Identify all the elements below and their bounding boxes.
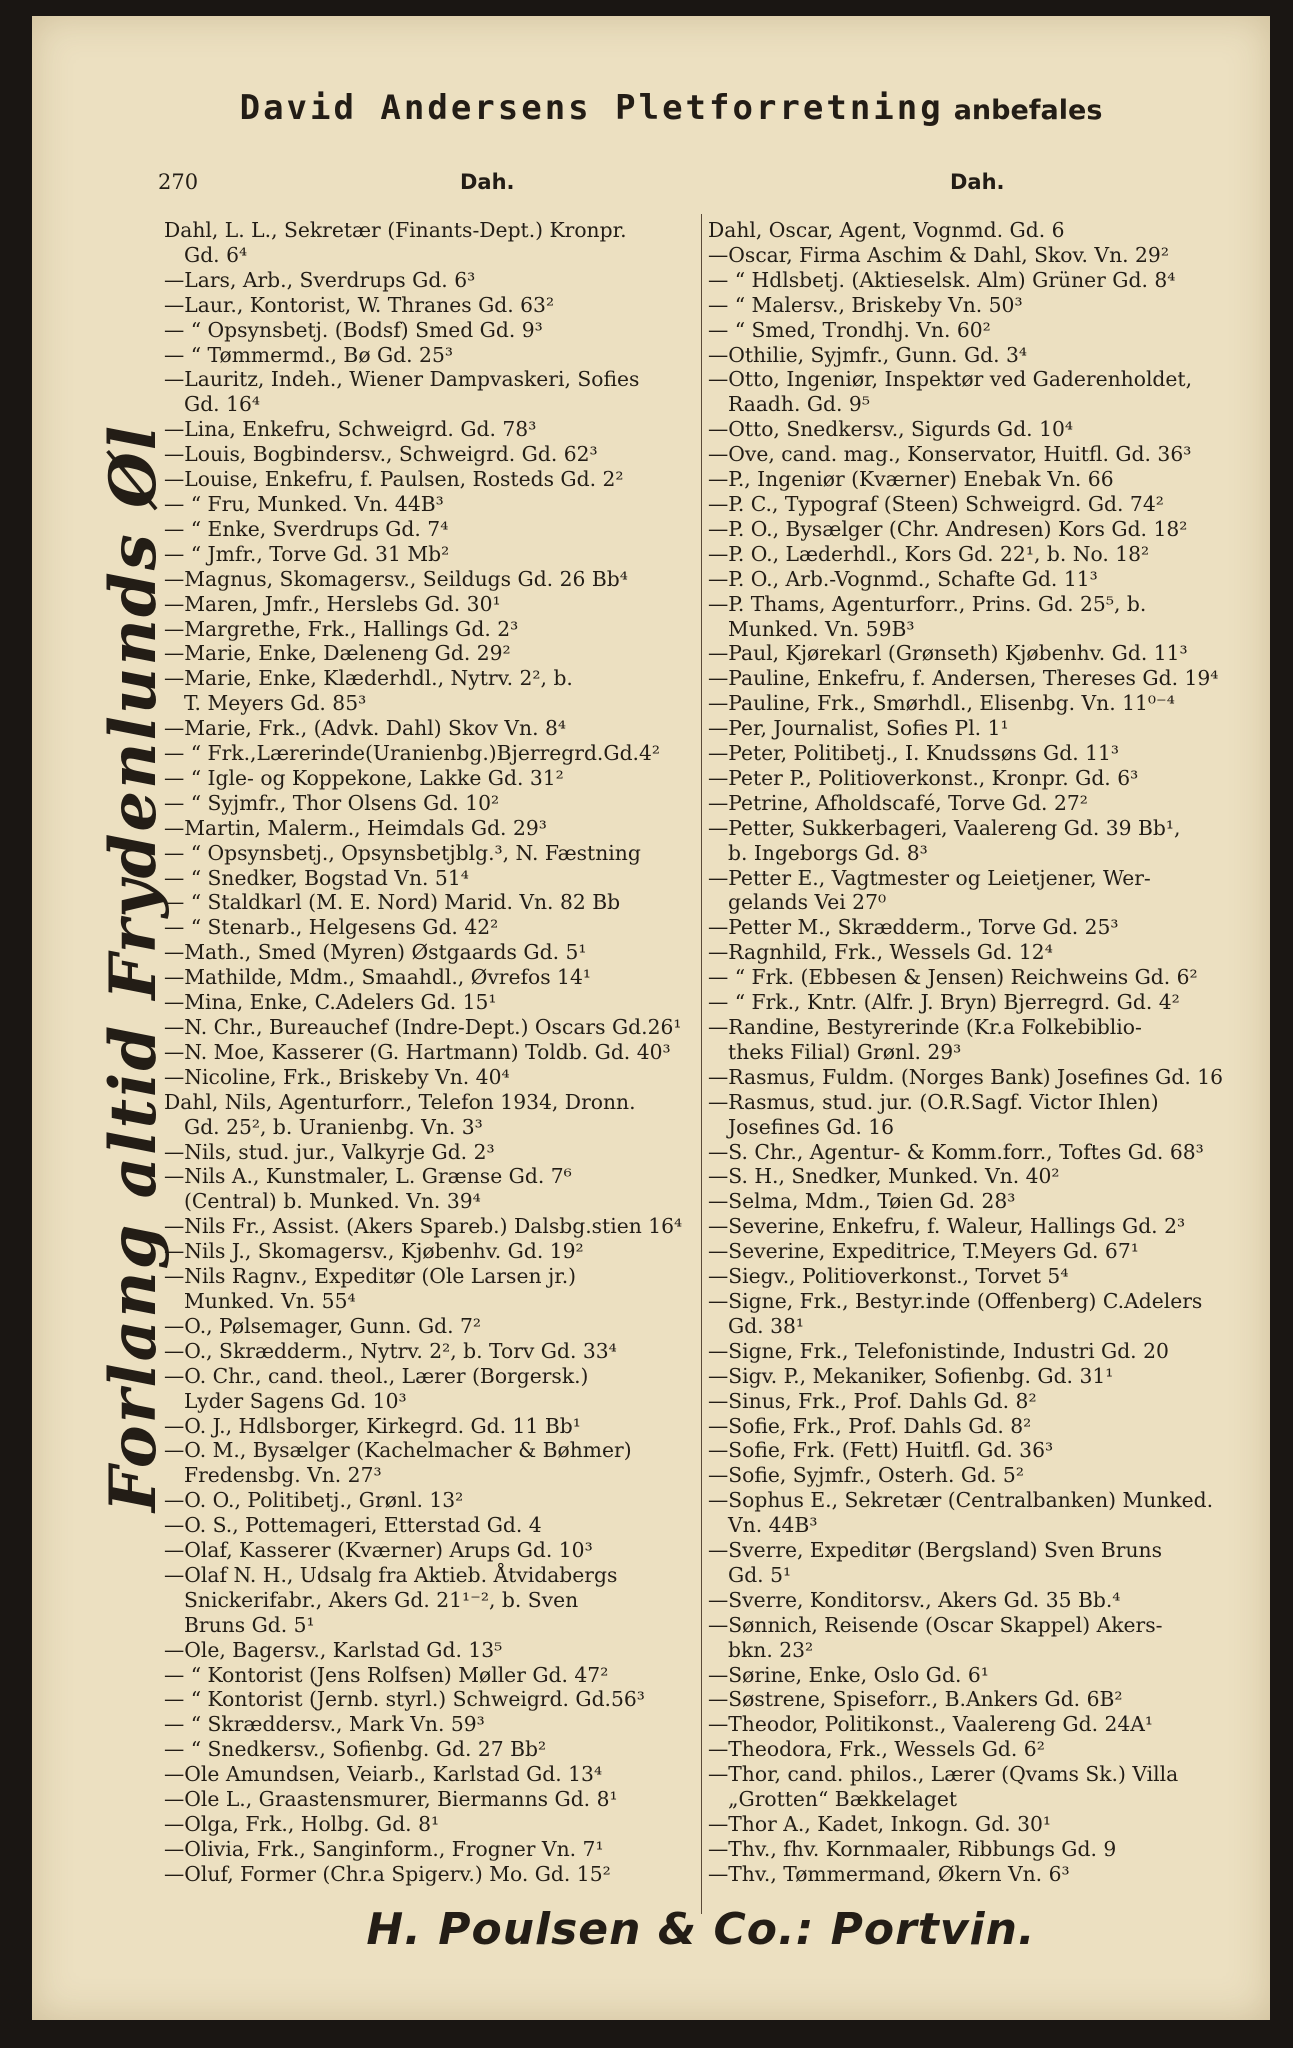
entry-line: —Rasmus, stud. jur. (O.R.Sagf. Victor Ihlen) bbox=[708, 1089, 1159, 1114]
directory-entry bbox=[164, 1214, 704, 1239]
directory-entry bbox=[164, 1563, 704, 1638]
directory-entry bbox=[164, 1364, 704, 1414]
entry-line: —O., Skrædderm., Nytrv. 2², b. Torv Gd. 33⁴ bbox=[164, 1338, 617, 1363]
directory-entry bbox=[708, 641, 1260, 666]
entry-line: —Sophus E., Sekretær (Centralbanken) Munked. bbox=[708, 1488, 1214, 1513]
entry-line: „Grotten“ Bækkelaget bbox=[728, 1787, 958, 1812]
directory-entry bbox=[164, 1339, 704, 1364]
entry-line: —Nicoline, Frk., Briskeby Vn. 40⁴ bbox=[164, 1064, 510, 1089]
entry-line: —Marie, Enke, Dæleneng Gd. 29² bbox=[164, 641, 511, 666]
entry-line: —Rasmus, Fuldm. (Norges Bank) Josefines Gd. 16 bbox=[708, 1064, 1224, 1089]
entry-line: —Ragnhild, Frk., Wessels Gd. 12⁴ bbox=[708, 940, 1053, 965]
entry-line: —Petrine, Afholdscafé, Torve Gd. 27² bbox=[708, 790, 1088, 815]
directory-entry bbox=[708, 1613, 1260, 1663]
directory-entry bbox=[164, 343, 704, 368]
directory-entry bbox=[164, 1264, 704, 1314]
directory-entry bbox=[164, 442, 704, 467]
directory-entry bbox=[164, 890, 704, 915]
entry-line: —Marie, Frk., (Advk. Dahl) Skov Vn. 8⁴ bbox=[164, 716, 566, 741]
entry-line: — “ Staldkarl (M. E. Nord) Marid. Vn. 82 Bb bbox=[164, 890, 621, 915]
directory-entry bbox=[164, 1513, 704, 1538]
entry-line: —O. O., Politibetj., Grønl. 13² bbox=[164, 1488, 464, 1513]
directory-entry bbox=[708, 268, 1260, 293]
directory-entry bbox=[708, 417, 1260, 442]
entry-line: — “ Igle- og Koppekone, Lakke Gd. 31² bbox=[164, 765, 564, 790]
entry-line: — “ Skræddersv., Mark Vn. 59³ bbox=[164, 1712, 485, 1737]
entry-line: —Siegv., Politioverkonst., Torvet 5⁴ bbox=[708, 1264, 1069, 1289]
directory-entry bbox=[708, 940, 1260, 965]
directory-entry bbox=[164, 1538, 704, 1563]
entry-line: —Ole, Bagersv., Karlstad Gd. 13⁵ bbox=[164, 1637, 503, 1662]
entry-line: Dahl, L. L., Sekretær (Finants-Dept.) Kronpr. bbox=[164, 218, 627, 242]
entry-line: —Theodor, Politikonst., Vaalereng Gd. 24A¹ bbox=[708, 1712, 1154, 1737]
directory-entry bbox=[164, 716, 704, 741]
entry-line: —Petter M., Skrædderm., Torve Gd. 25³ bbox=[708, 915, 1119, 940]
directory-entry bbox=[708, 1414, 1260, 1439]
entry-line: —Otto, Snedkersv., Sigurds Gd. 10⁴ bbox=[708, 417, 1074, 442]
entry-line: —Peter, Politibetj., I. Knudssøns Gd. 11³ bbox=[708, 741, 1120, 766]
directory-entry bbox=[708, 218, 1260, 243]
entry-line: —Nils, stud. jur., Valkyrje Gd. 2³ bbox=[164, 1139, 495, 1164]
entry-line: —O. M., Bysælger (Kachelmacher & Bøhmer) bbox=[164, 1438, 632, 1463]
directory-entry bbox=[708, 816, 1260, 866]
side-advertisement: Forlang altid Frydenlunds Øl bbox=[96, 423, 171, 1512]
directory-entry bbox=[708, 243, 1260, 268]
directory-entry bbox=[164, 293, 704, 318]
directory-entry bbox=[708, 567, 1260, 592]
entry-line: —Nils Ragnv., Expeditør (Ole Larsen jr.) bbox=[164, 1264, 577, 1289]
entry-line: Gd. 5¹ bbox=[728, 1562, 792, 1587]
left-column bbox=[164, 218, 704, 1887]
directory-entry bbox=[708, 1239, 1260, 1264]
entry-line: Dahl, Nils, Agenturforr., Telefon 1934, Dronn. bbox=[164, 1089, 636, 1114]
directory-entry bbox=[164, 1090, 704, 1140]
directory-entry bbox=[708, 1538, 1260, 1588]
directory-entry bbox=[164, 517, 704, 542]
directory-entry bbox=[164, 1414, 704, 1439]
directory-entry bbox=[164, 1164, 704, 1214]
directory-entry bbox=[164, 816, 704, 841]
entry-line: —Mathilde, Mdm., Smaahdl., Øvrefos 14¹ bbox=[164, 965, 591, 990]
entry-line: —Sinus, Frk., Prof. Dahls Gd. 8² bbox=[708, 1388, 1037, 1413]
directory-entry bbox=[164, 1239, 704, 1264]
entry-line: —Sigv. P., Mekaniker, Sofienbg. Gd. 31¹ bbox=[708, 1363, 1114, 1388]
entry-line: — “ Frk. (Ebbesen & Jensen) Reichweins Gd. 6² bbox=[708, 965, 1198, 990]
entry-line: —Sørine, Enke, Oslo Gd. 6¹ bbox=[708, 1662, 989, 1687]
entry-line: — “ Fru, Munked. Vn. 44B³ bbox=[164, 491, 444, 516]
directory-entry bbox=[708, 1189, 1260, 1214]
entry-line: —Laur., Kontorist, W. Thranes Gd. 63² bbox=[164, 292, 555, 317]
entry-line: Raadh. Gd. 9⁵ bbox=[728, 392, 870, 417]
directory-entry bbox=[164, 940, 704, 965]
entry-line: —Sofie, Frk., Prof. Dahls Gd. 8² bbox=[708, 1413, 1032, 1438]
entry-line: —Otto, Ingeniør, Inspektør ved Gaderenholdet, bbox=[708, 367, 1193, 392]
directory-entry bbox=[164, 617, 704, 642]
entry-line: —Severine, Expeditrice, T.Meyers Gd. 67¹ bbox=[708, 1239, 1139, 1264]
entry-line: —Nils Fr., Assist. (Akers Spareb.) Dalsbg.stien 16⁴ bbox=[164, 1214, 683, 1239]
directory-entry bbox=[164, 1663, 704, 1688]
directory-entry bbox=[164, 367, 704, 417]
banner-text: David Andersens Pletforretning bbox=[239, 88, 944, 128]
entry-line: —Oscar, Firma Aschim & Dahl, Skov. Vn. 29² bbox=[708, 242, 1169, 267]
entry-line: — “ Kontorist (Jernb. styrl.) Schweigrd. Gd.56³ bbox=[164, 1687, 645, 1712]
directory-entry bbox=[164, 1787, 704, 1812]
entry-line: —Pauline, Enkefru, f. Andersen, Thereses Gd. 19⁴ bbox=[708, 666, 1219, 691]
entry-line: —Sverre, Konditorsv., Akers Gd. 35 Bb.⁴ bbox=[708, 1587, 1121, 1612]
entry-line: Snickerifabr., Akers Gd. 21¹⁻², b. Sven bbox=[184, 1587, 579, 1612]
entry-line: —Maren, Jmfr., Herslebs Gd. 30¹ bbox=[164, 591, 501, 616]
directory-entry bbox=[164, 1862, 704, 1887]
entry-line: (Central) b. Munked. Vn. 39⁴ bbox=[184, 1189, 481, 1214]
entry-line: —P. Thams, Agenturforr., Prins. Gd. 25⁵, b. bbox=[708, 591, 1147, 616]
entry-line: Bruns Gd. 5¹ bbox=[184, 1612, 315, 1637]
entry-line: Lyder Sagens Gd. 10³ bbox=[184, 1388, 407, 1413]
directory-entry bbox=[708, 1364, 1260, 1389]
directory-entry bbox=[164, 1762, 704, 1787]
entry-line: —P. O., Bysælger (Chr. Andresen) Kors Gd. 18² bbox=[708, 516, 1188, 541]
directory-entry bbox=[164, 990, 704, 1015]
entry-line: —Severine, Enkefru, f. Waleur, Hallings Gd. 2³ bbox=[708, 1214, 1186, 1239]
directory-entry bbox=[164, 791, 704, 816]
entry-line: —Thor A., Kadet, Inkogn. Gd. 30¹ bbox=[708, 1812, 1052, 1836]
entry-line: —O. Chr., cand. theol., Lærer (Borgersk.) bbox=[164, 1363, 589, 1388]
entry-line: —Louise, Enkefru, f. Paulsen, Rosteds Gd. 2² bbox=[164, 467, 624, 492]
entry-line: —N. Chr., Bureauchef (Indre-Dept.) Oscars Gd.26¹ bbox=[164, 1015, 682, 1039]
entry-line: —Magnus, Skomagersv., Seildugs Gd. 26 Bb⁴ bbox=[164, 566, 628, 591]
entry-line: — “ Snedkersv., Sofienbg. Gd. 27 Bb² bbox=[164, 1737, 547, 1762]
directory-entry bbox=[164, 1314, 704, 1339]
entry-line: —Mina, Enke, C.Adelers Gd. 15¹ bbox=[164, 990, 497, 1015]
entry-line: —Louis, Bogbindersv., Schweigrd. Gd. 62³ bbox=[164, 442, 598, 467]
directory-entry bbox=[708, 1015, 1260, 1065]
entry-line: —O. J., Hdlsborger, Kirkegrd. Gd. 11 Bb¹ bbox=[164, 1413, 581, 1438]
directory-entry bbox=[708, 293, 1260, 318]
entry-line: —Nils A., Kunstmaler, L. Grænse Gd. 7⁶ bbox=[164, 1164, 572, 1189]
directory-entry bbox=[708, 1438, 1260, 1463]
entry-line: —Olivia, Frk., Sanginform., Frogner Vn. 7¹ bbox=[164, 1836, 604, 1861]
directory-entry bbox=[708, 1812, 1260, 1837]
directory-entry bbox=[164, 1837, 704, 1862]
entry-line: —Petter E., Vagtmester og Leietjener, Wer- bbox=[708, 865, 1151, 890]
entry-line: —Per, Journalist, Sofies Pl. 1¹ bbox=[708, 716, 1009, 741]
entry-line: Dahl, Oscar, Agent, Vognmd. Gd. 6 bbox=[708, 218, 1065, 242]
directory-entry bbox=[164, 1712, 704, 1737]
entry-line: —N. Moe, Kasserer (G. Hartmann) Toldb. Gd. 40³ bbox=[164, 1039, 671, 1064]
entry-line: — “ Frk.,Lærerinde(Uranienbg.)Bjerregrd.Gd.4² bbox=[164, 741, 661, 766]
entry-line: — “ Opsynsbetj., Opsynsbetjblg.³, N. Fæstning bbox=[164, 840, 641, 865]
entry-line: —Søstrene, Spiseforr., B.Ankers Gd. 6B² bbox=[708, 1687, 1123, 1712]
directory-entry bbox=[164, 268, 704, 293]
directory-entry bbox=[708, 318, 1260, 343]
directory-entry bbox=[708, 367, 1260, 417]
directory-entry bbox=[708, 592, 1260, 642]
entry-line: Josefines Gd. 16 bbox=[728, 1114, 895, 1139]
entry-line: Gd. 16⁴ bbox=[184, 392, 261, 417]
directory-entry bbox=[164, 1737, 704, 1762]
entry-line: —Thv., Tømmermand, Økern Vn. 6³ bbox=[708, 1861, 1070, 1886]
directory-entry bbox=[164, 1488, 704, 1513]
directory-entry bbox=[708, 1164, 1260, 1189]
directory-entry bbox=[708, 442, 1260, 467]
entry-line: Gd. 6⁴ bbox=[184, 242, 248, 267]
entry-line: —Peter P., Politioverkonst., Kronpr. Gd. 6³ bbox=[708, 765, 1139, 790]
directory-entry bbox=[708, 866, 1260, 916]
entry-line: — “ Syjmfr., Thor Olsens Gd. 10² bbox=[164, 790, 500, 815]
entry-line: —Paul, Kjørekarl (Grønseth) Kjøbenhv. Gd. 11³ bbox=[708, 641, 1188, 666]
entry-line: Vn. 44B³ bbox=[728, 1513, 818, 1538]
entry-line: —S. H., Snedker, Munked. Vn. 40² bbox=[708, 1164, 1060, 1189]
bottom-advertisement: H. Poulsen & Co.: Portvin. bbox=[366, 1904, 1036, 1955]
entry-line: —Sofie, Frk. (Fett) Huitfl. Gd. 36³ bbox=[708, 1438, 1054, 1463]
entry-line: — “ Hdlsbetj. (Aktieselsk. Alm) Grüner Gd. 8⁴ bbox=[708, 267, 1176, 292]
directory-entry bbox=[164, 592, 704, 617]
directory-entry bbox=[708, 766, 1260, 791]
entry-line: theks Filial) Grønl. 29³ bbox=[728, 1039, 962, 1064]
entry-line: —P., Ingeniør (Kværner) Enebak Vn. 66 bbox=[708, 467, 1114, 492]
right-column bbox=[708, 218, 1260, 1887]
entry-line: —Oluf, Former (Chr.a Spigerv.) Mo. Gd. 15² bbox=[164, 1861, 611, 1886]
entry-line: — “ Jmfr., Torve Gd. 31 Mb² bbox=[164, 541, 450, 566]
directory-entry bbox=[164, 915, 704, 940]
directory-entry bbox=[708, 691, 1260, 716]
directory-entry bbox=[708, 1289, 1260, 1339]
entry-line: —Olaf, Kasserer (Kværner) Arups Gd. 10³ bbox=[164, 1538, 593, 1563]
directory-entry bbox=[708, 1065, 1260, 1090]
directory-entry bbox=[164, 318, 704, 343]
directory-entry bbox=[708, 1090, 1260, 1140]
entry-line: —Nils J., Skomagersv., Kjøbenhv. Gd. 19² bbox=[164, 1239, 584, 1264]
directory-entry bbox=[164, 1438, 704, 1488]
directory-entry bbox=[708, 1140, 1260, 1165]
entry-line: —S. Chr., Agentur- & Komm.forr., Toftes Gd. 68³ bbox=[708, 1139, 1204, 1164]
entry-line: —Petter, Sukkerbageri, Vaalereng Gd. 39 Bb¹, bbox=[708, 815, 1181, 840]
entry-line: bkn. 23² bbox=[728, 1637, 814, 1662]
entry-line: — “ Stenarb., Helgesens Gd. 42² bbox=[164, 915, 499, 940]
entry-line: Fredensbg. Vn. 27³ bbox=[184, 1463, 382, 1488]
entry-line: —Lars, Arb., Sverdrups Gd. 6³ bbox=[164, 267, 476, 292]
directory-entry bbox=[164, 641, 704, 666]
directory-entry bbox=[164, 1812, 704, 1837]
directory-entry bbox=[708, 1737, 1260, 1762]
directory-entry bbox=[708, 1588, 1260, 1613]
directory-entry bbox=[708, 716, 1260, 741]
directory-entry bbox=[708, 990, 1260, 1015]
directory-entry bbox=[164, 741, 704, 766]
entry-line: — “ Snedker, Bogstad Vn. 51⁴ bbox=[164, 865, 469, 890]
entry-line: —Selma, Mdm., Tøien Gd. 28³ bbox=[708, 1189, 1016, 1214]
directory-entry bbox=[708, 517, 1260, 542]
entry-line: — “ Tømmermd., Bø Gd. 25³ bbox=[164, 342, 453, 367]
directory-entry bbox=[164, 1065, 704, 1090]
entry-line: — “ Kontorist (Jens Rolfsen) Møller Gd. 47² bbox=[164, 1662, 609, 1687]
left-column-heading: Dah. bbox=[460, 170, 515, 194]
entry-line: —Sverre, Expeditør (Bergsland) Sven Bruns bbox=[708, 1538, 1163, 1563]
entry-line: —Othilie, Syjmfr., Gunn. Gd. 3⁴ bbox=[708, 342, 1028, 367]
directory-entry bbox=[708, 542, 1260, 567]
top-advertisement bbox=[92, 88, 1250, 136]
entry-line: Munked. Vn. 55⁴ bbox=[184, 1288, 356, 1313]
directory-page bbox=[32, 16, 1270, 2020]
banner-tail: anbefales bbox=[953, 95, 1103, 126]
entry-line: —P. O., Arb.-Vognmd., Schafte Gd. 11³ bbox=[708, 566, 1098, 591]
directory-entry bbox=[708, 666, 1260, 691]
entry-line: —Sønnich, Reisende (Oscar Skappel) Akers- bbox=[708, 1612, 1163, 1637]
entry-line: —Signe, Frk., Bestyr.inde (Offenberg) C.Adelers bbox=[708, 1288, 1203, 1313]
entry-line: Gd. 38¹ bbox=[728, 1313, 805, 1338]
directory-entry bbox=[708, 1712, 1260, 1737]
entry-line: Munked. Vn. 59B³ bbox=[728, 616, 915, 641]
entry-line: —Olga, Frk., Holbg. Gd. 8¹ bbox=[164, 1812, 440, 1836]
entry-line: —Randine, Bestyrerinde (Kr.a Folkebiblio- bbox=[708, 1015, 1142, 1039]
directory-entry bbox=[164, 965, 704, 990]
entry-line: —Margrethe, Frk., Hallings Gd. 2³ bbox=[164, 616, 519, 641]
directory-entry bbox=[708, 467, 1260, 492]
entry-line: b. Ingeborgs Gd. 8³ bbox=[728, 840, 928, 865]
directory-entry bbox=[708, 343, 1260, 368]
entry-line: —P. C., Typograf (Steen) Schweigrd. Gd. 74² bbox=[708, 491, 1164, 516]
entry-line: —Sofie, Syjmfr., Osterh. Gd. 5² bbox=[708, 1463, 1024, 1488]
entry-line: —P. O., Læderhdl., Kors Gd. 22¹, b. No. 18² bbox=[708, 541, 1150, 566]
entry-line: —Ole Amundsen, Veiarb., Karlstad Gd. 13⁴ bbox=[164, 1762, 603, 1787]
entry-line: —Lauritz, Indeh., Wiener Dampvaskeri, Sofies bbox=[164, 367, 640, 392]
directory-entry bbox=[164, 1638, 704, 1663]
directory-entry bbox=[164, 866, 704, 891]
directory-entry bbox=[708, 1339, 1260, 1364]
directory-entry bbox=[164, 1140, 704, 1165]
directory-entry bbox=[708, 1389, 1260, 1414]
entry-line: —Thor, cand. philos., Lærer (Qvams Sk.) Villa bbox=[708, 1762, 1179, 1787]
directory-entry bbox=[708, 965, 1260, 990]
directory-entry bbox=[164, 467, 704, 492]
directory-entry bbox=[708, 741, 1260, 766]
directory-entry bbox=[708, 1463, 1260, 1488]
directory-entry bbox=[164, 218, 704, 268]
directory-entry bbox=[708, 1862, 1260, 1887]
directory-entry bbox=[164, 567, 704, 592]
directory-entry bbox=[708, 1663, 1260, 1688]
entry-line: —Ove, cand. mag., Konservator, Huitfl. Gd. 36³ bbox=[708, 442, 1192, 467]
directory-entry bbox=[708, 791, 1260, 816]
entry-line: gelands Vei 27⁰ bbox=[728, 890, 887, 915]
directory-entry bbox=[164, 1040, 704, 1065]
directory-entry bbox=[708, 1488, 1260, 1538]
entry-line: T. Meyers Gd. 85³ bbox=[184, 691, 367, 716]
directory-entry bbox=[708, 915, 1260, 940]
directory-entry bbox=[164, 766, 704, 791]
entry-line: — “ Enke, Sverdrups Gd. 7⁴ bbox=[164, 516, 449, 541]
entry-line: —Martin, Malerm., Heimdals Gd. 29³ bbox=[164, 815, 547, 840]
directory-entry bbox=[164, 417, 704, 442]
directory-entry bbox=[708, 1264, 1260, 1289]
entry-line: —Olaf N. H., Udsalg fra Aktieb. Åtvidabergs bbox=[164, 1562, 618, 1587]
directory-entry bbox=[708, 492, 1260, 517]
directory-entry bbox=[708, 1837, 1260, 1862]
directory-entry bbox=[164, 542, 704, 567]
entry-line: —O. S., Pottemageri, Etterstad Gd. 4 bbox=[164, 1513, 542, 1538]
entry-line: —Pauline, Frk., Smørhdl., Elisenbg. Vn. 11⁰⁻⁴ bbox=[708, 691, 1175, 716]
directory-entry bbox=[164, 492, 704, 517]
directory-entry bbox=[164, 666, 704, 716]
entry-line: —Math., Smed (Myren) Østgaards Gd. 5¹ bbox=[164, 940, 587, 965]
entry-line: —Signe, Frk., Telefonistinde, Industri Gd. 20 bbox=[708, 1338, 1169, 1363]
entry-line: —Marie, Enke, Klæderhdl., Nytrv. 2², b. bbox=[164, 666, 573, 691]
directory-entry bbox=[708, 1214, 1260, 1239]
entry-line: — “ Opsynsbetj. (Bodsf) Smed Gd. 9³ bbox=[164, 317, 543, 342]
entry-line: —O., Pølsemager, Gunn. Gd. 7² bbox=[164, 1313, 482, 1338]
entry-line: Gd. 25², b. Uranienbg. Vn. 3³ bbox=[184, 1114, 483, 1139]
entry-line: —Ole L., Graastensmurer, Biermanns Gd. 8¹ bbox=[164, 1787, 618, 1812]
directory-entry bbox=[708, 1687, 1260, 1712]
directory-entry bbox=[164, 1015, 704, 1040]
page-number: 270 bbox=[158, 170, 199, 194]
directory-entry bbox=[164, 841, 704, 866]
directory-entry bbox=[164, 1687, 704, 1712]
entry-line: —Lina, Enkefru, Schweigrd. Gd. 78³ bbox=[164, 417, 537, 442]
entry-line: —Thv., fhv. Kornmaaler, Ribbungs Gd. 9 bbox=[708, 1836, 1117, 1861]
entry-line: — “ Smed, Trondhj. Vn. 60² bbox=[708, 317, 991, 342]
entry-line: —Theodora, Frk., Wessels Gd. 6² bbox=[708, 1737, 1045, 1762]
directory-entry bbox=[708, 1762, 1260, 1812]
entry-line: — “ Malersv., Briskeby Vn. 50³ bbox=[708, 292, 1023, 317]
right-column-heading: Dah. bbox=[950, 170, 1005, 194]
entry-line: — “ Frk., Kntr. (Alfr. J. Bryn) Bjerregrd. Gd. 4² bbox=[708, 990, 1180, 1015]
